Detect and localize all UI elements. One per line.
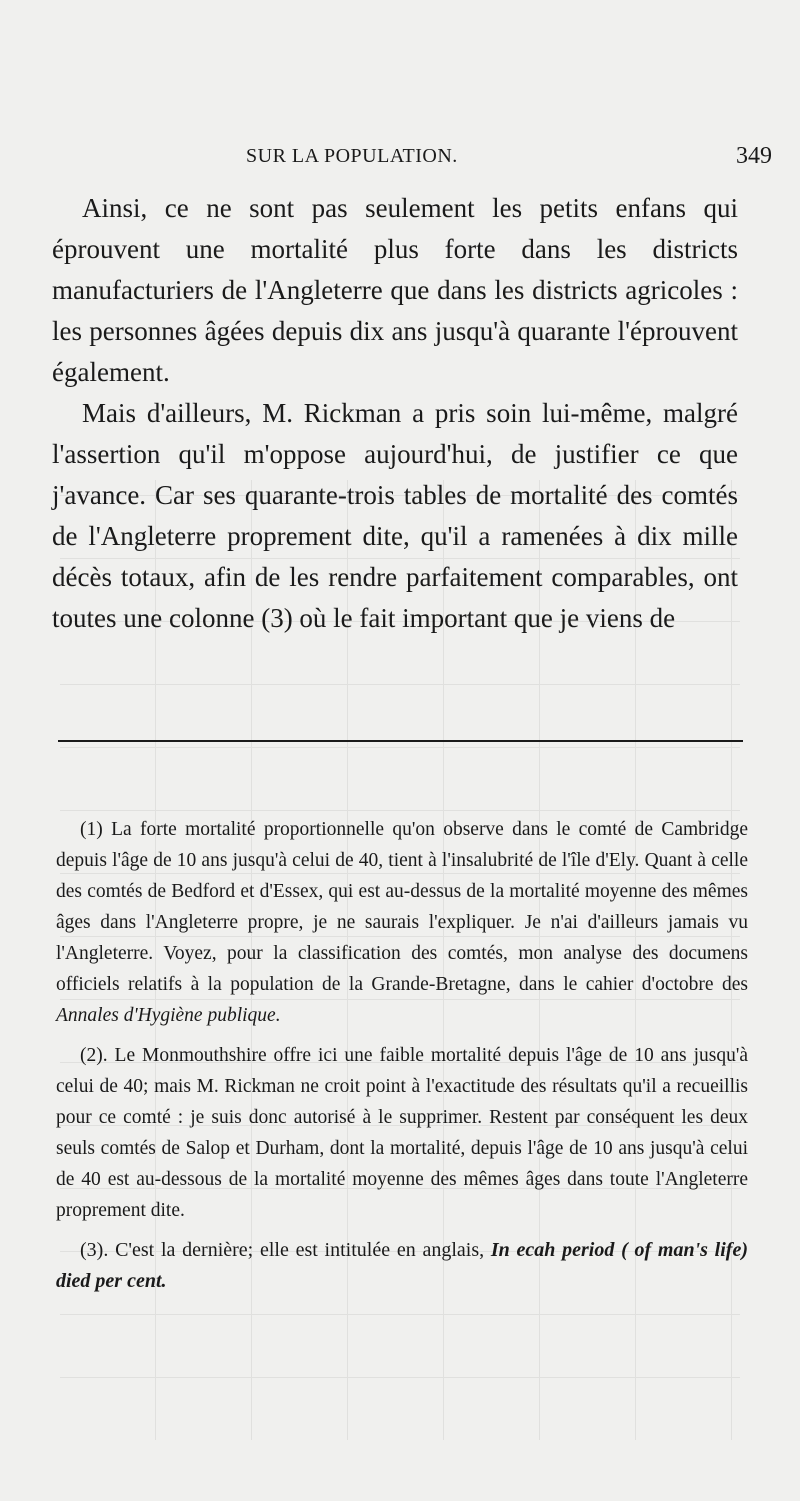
running-head: SUR LA POPULATION.	[246, 145, 458, 167]
footnote-3-text: (3). C'est la dernière; elle est intitulée en anglais,	[80, 1239, 491, 1261]
paragraph: Mais d'ailleurs, M. Rickman a pris soin lui-même, malgré l'assertion qu'il m'oppose aujourd'hui, de justifier ce que j'avance. Car ses quarante-trois tables de mortalité des comtés de l'Angleterre proprement dite, qu'il a ramenées à dix mille décès totaux, afin de les rendre parfaitement comparables, ont toutes une colonne (3) où le fait important que je viens de	[52, 398, 738, 633]
footnote-rule	[58, 740, 743, 742]
footnote-1-text: (1) La forte mortalité proportionnelle qu'on observe dans le comté de Cambridge depuis l'âge de 10 ans jusqu'à celui de 40, tient à l'insalubrité de l'île d'Ely. Quant à celle des comtés de Bedford et d'Essex, qui est au-dessus de la mortalité moyenne des mêmes âges dans l'Angleterre propre, je ne saurais l'expliquer. Je n'ai d'ailleurs jamais vu l'Angleterre. Voyez, pour la classification des comtés, mon analyse des documens officiels relatifs à la population de la Grande-Bretagne, dans le cahier d'octobre des	[56, 819, 748, 995]
main-text	[52, 188, 738, 639]
journal-title: Annales d'Hygiène publique.	[56, 1005, 281, 1026]
footnotes	[56, 814, 748, 1297]
footnote-2: (2). Le Monmouthshire offre ici une faible mortalité depuis l'âge de 10 ans jusqu'à celui de 40; mais M. Rickman ne croit point à l'exactitude des résultats qu'il a recueillis pour ce comté : je suis donc autorisé à le supprimer. Restent par conséquent les deux seuls comtés de Salop et Durham, dont la mortalité, depuis l'âge de 10 ans jusqu'à celui de 40 est au-dessous de la mortalité moyenne des mêmes âges dans toute l'Angleterre proprement dite.	[56, 1045, 748, 1221]
footnote-1	[56, 814, 748, 1031]
page-header	[0, 143, 800, 177]
page-number: 349	[736, 143, 772, 169]
paragraph: Ainsi, ce ne sont pas seulement les petits enfans qui éprouvent une mortalité plus forte dans les districts manufacturiers de l'Angleterre que dans les districts agricoles : les personnes âgées depuis dix ans jusqu'à quarante l'éprouvent également.	[52, 193, 738, 387]
english-title: In ecah period ( of man's life) died per cent.	[56, 1239, 748, 1292]
footnote-3	[56, 1235, 748, 1297]
